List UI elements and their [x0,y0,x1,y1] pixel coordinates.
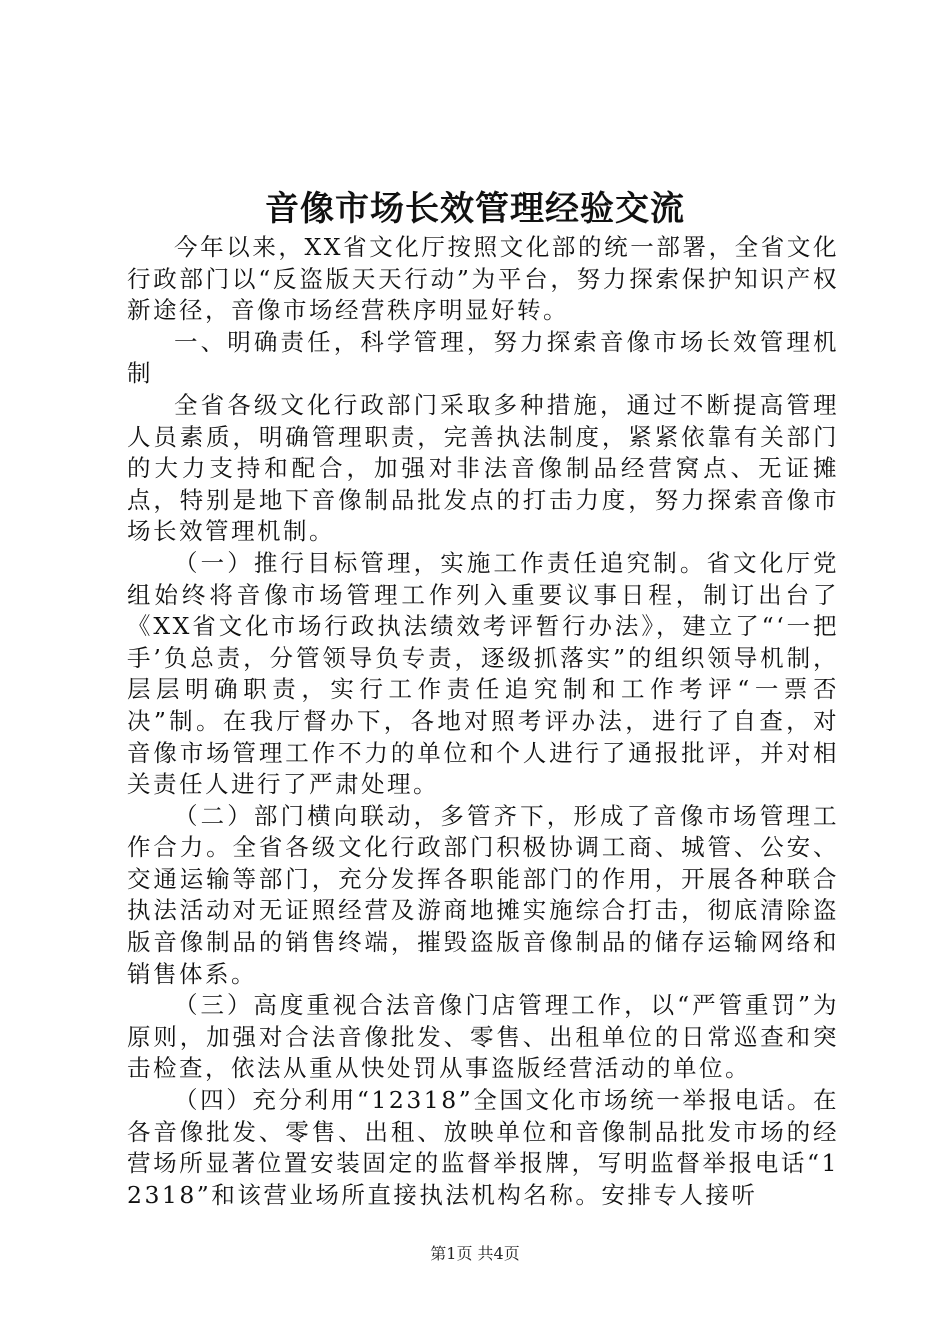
document-title: 音像市场长效管理经验交流 [265,189,685,229]
paragraph-item-2: （二）部门横向联动，多管齐下，形成了音像市场管理工作合力。全省各级文化行政部门积极协调工商、城管、公安、交通运输等部门，充分发挥各职能部门的作用，开展各种联合执法活动对无证照经营及游商地摊实施综合打击，彻底清除盗版音像制品的销售终端，摧毁盗版音像制品的储存运输网络和销售体系。 [127,801,839,988]
paragraph-item-4: （四）充分利用“12318”全国文化市场统一举报电话。在各音像批发、零售、出租、放映单位和音像制品批发市场的经营场所显著位置安装固定的监督举报牌，写明监督举报电话“12318”和该营业场所直接执法机构名称。安排专人接听 [127,1086,839,1209]
document-body [127,232,839,1211]
paragraph-section-1: 全省各级文化行政部门采取多种措施，通过不断提高管理人员素质，明确管理职责，完善执法制度，紧紧依靠有关部门的大力支持和配合，加强对非法音像制品经营窝点、无证摊点，特别是地下音像制品批发点的打击力度，努力探索音像市场长效管理机制。 [127,390,839,546]
paragraph-item-3: （三）高度重视合法音像门店管理工作，以“严管重罚”为原则，加强对合法音像批发、零售、出租单位的日常巡查和突击检查，依法从重从快处罚从事盗版经营活动的单位。 [127,991,839,1083]
section-heading-1: 一、明确责任，科学管理，努力探索音像市场长效管理机制 [127,327,839,388]
page-footer: 第1页 共4页 [430,1244,520,1263]
paragraph-intro: 今年以来，XX省文化厅按照文化部的统一部署，全省文化行政部门以“反盗版天天行动”为平台，努力探索保护知识产权新途径，音像市场经营秩序明显好转。 [127,233,839,325]
paragraph-item-1: （一）推行目标管理，实施工作责任追究制。省文化厅党组始终将音像市场管理工作列入重要议事日程，制订出台了《XX省文化市场行政执法绩效考评暂行办法》，建立了“‘一把手’负总责，分管领导负专责，逐级抓落实”的组织领导机制，层层明确职责，实行工作责任追究制和工作考评“一票否决”制。在我厅督办下，各地对照考评办法，进行了自查，对音像市场管理工作不力的单位和个人进行了通报批评，并对相关责任人进行了严肃处理。 [127,548,839,799]
